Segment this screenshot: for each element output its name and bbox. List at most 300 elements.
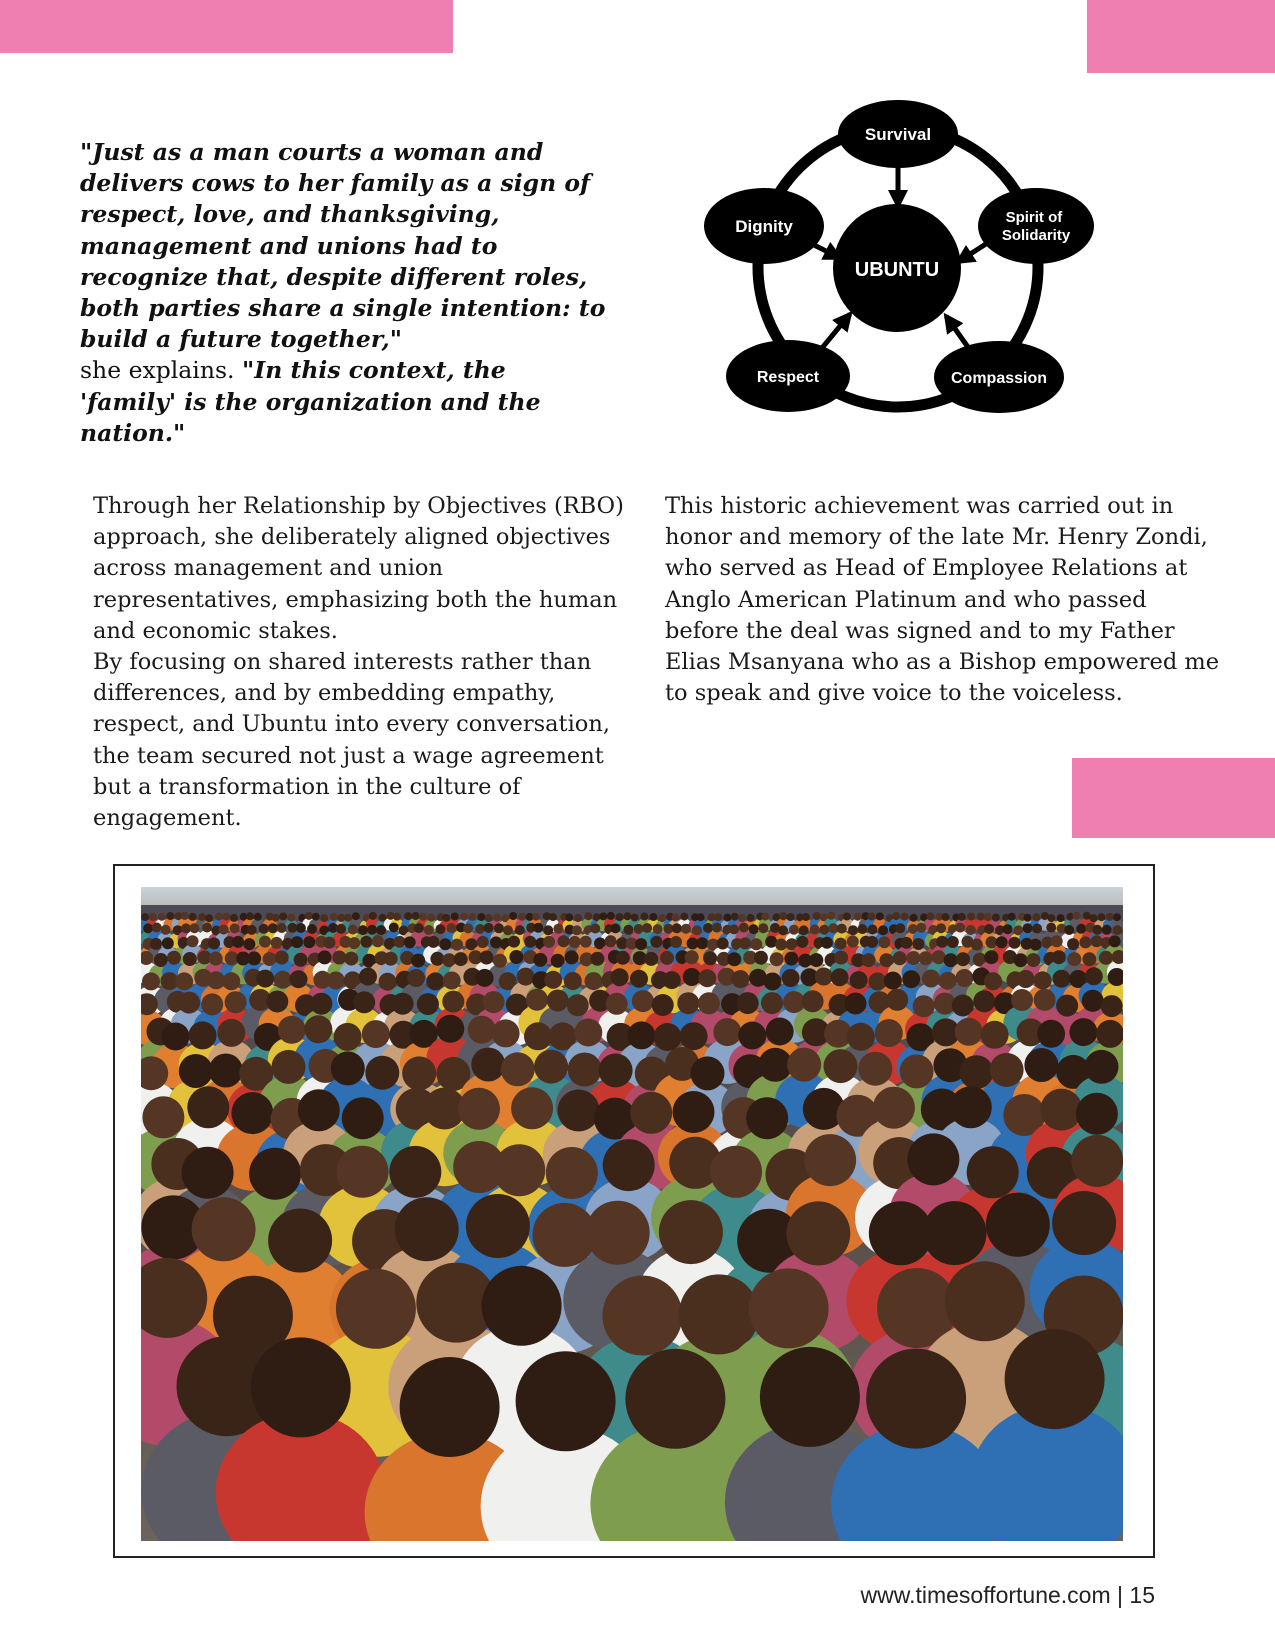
- crowd-person-head: [411, 954, 425, 968]
- crowd-person-head: [518, 913, 526, 921]
- crowd-person-head: [984, 913, 992, 921]
- crowd-person-head: [572, 925, 582, 935]
- crowd-person-head: [1034, 989, 1056, 1011]
- page-number: 15: [1129, 1582, 1155, 1608]
- crowd-person-head: [580, 936, 592, 948]
- crowd-person-head: [892, 912, 900, 920]
- crowd-person-head: [611, 923, 621, 933]
- crowd-person-head: [442, 991, 464, 1013]
- crowd-person-head: [625, 1349, 725, 1449]
- crowd-person-head: [259, 924, 269, 934]
- crowd-person-head: [713, 1018, 741, 1046]
- crowd-person-head: [215, 913, 223, 921]
- crowd-person-head: [443, 972, 461, 990]
- crowd-person-head: [606, 993, 628, 1015]
- article-right-paragraph-1: This historic achievement was carried out in honor and memory of the late Mr. Henry Zondi, who served as Head of Employee Relations at Anglo American Platinum and who passed before the deal was signed and to my Father Elias Msanyana who as a Bishop empowered me to speak and give voice to the voiceless.: [665, 493, 1220, 707]
- crowd-person-head: [574, 914, 582, 922]
- crowd-person-head: [402, 1056, 436, 1090]
- crowd-person-head: [824, 1049, 858, 1083]
- crowd-person-head: [986, 1193, 1050, 1257]
- crowd-person-head: [468, 1016, 496, 1044]
- crowd-person-head: [923, 1201, 987, 1265]
- crowd-person-head: [279, 912, 287, 920]
- crowd-person-head: [272, 1050, 306, 1084]
- crowd-person-head: [271, 937, 283, 949]
- crowd-person-head: [189, 913, 197, 921]
- crowd-person-head: [710, 1146, 762, 1198]
- crowd-person-head: [698, 992, 720, 1014]
- crowd-person-head: [624, 912, 632, 920]
- crowd-person-head: [565, 913, 573, 921]
- crowd-person-head: [222, 913, 230, 921]
- crowd-person-head: [442, 914, 450, 922]
- crowd-person-head: [703, 923, 713, 933]
- crowd-person-head: [251, 1337, 351, 1437]
- crowd-person-head: [208, 937, 220, 949]
- crowd-person-head: [649, 913, 657, 921]
- crowd-person-head: [747, 914, 755, 922]
- crowd-person-head: [359, 968, 377, 986]
- crowd-person-head: [1024, 1048, 1058, 1082]
- crowd-person-head: [1032, 924, 1042, 934]
- crowd-person-head: [509, 912, 517, 920]
- article-left-paragraph-2: By focusing on shared interests rather than differences, and by embedding empathy, respect, and Ubuntu into every conversation, the team secured not just a wage agreement but a transformation in the culture of engagement.: [93, 649, 610, 832]
- crowd-person-head: [1102, 925, 1112, 935]
- crowd-person-head: [419, 913, 427, 921]
- crowd-person-head: [944, 953, 958, 967]
- crowd-person-head: [1024, 914, 1032, 922]
- crowd-person-head: [324, 937, 336, 949]
- crowd-person-head: [327, 972, 345, 990]
- crowd-person-head: [209, 952, 223, 966]
- crowd-person-head: [404, 912, 412, 920]
- crowd-person-head: [1057, 914, 1065, 922]
- crowd-person-head: [611, 968, 629, 986]
- crowd-person-head: [201, 993, 223, 1015]
- crowd-person-head: [492, 1019, 520, 1047]
- crowd-person-head: [187, 935, 199, 947]
- crowd-person-head: [835, 938, 847, 950]
- crowd-person-head: [886, 989, 908, 1011]
- crowd-person-head: [901, 913, 909, 921]
- crowd-person-head: [659, 1200, 723, 1264]
- crowd-person-head: [971, 939, 983, 951]
- crowd-person-head: [875, 1019, 903, 1047]
- crowd-person-head: [632, 990, 654, 1012]
- crowd-person-head: [955, 923, 965, 933]
- article-column-left: [93, 491, 633, 834]
- crowd-person-head: [546, 1147, 598, 1199]
- crowd-person-head: [352, 912, 360, 920]
- crowd-person-head: [955, 1018, 983, 1046]
- crowd-person-head: [181, 912, 189, 920]
- crowd-person-head: [981, 1021, 1009, 1049]
- crowd-person-head: [558, 935, 570, 947]
- crowd-person-head: [182, 1147, 234, 1199]
- crowd-person-head: [1092, 925, 1102, 935]
- crowd-person-head: [1073, 912, 1081, 920]
- crowd-person-head: [854, 913, 862, 921]
- node-spirit-line-1: Spirit of: [1005, 209, 1063, 226]
- node-survival-label: Survival: [864, 125, 932, 144]
- crowd-person-head: [631, 914, 639, 922]
- crowd-person-head: [784, 952, 798, 966]
- crowd-person-head: [1034, 971, 1052, 989]
- crowd-person-head: [526, 989, 548, 1011]
- crowd-person-head: [878, 936, 890, 948]
- crowd-person-head: [590, 952, 604, 966]
- crowd-person-head: [1017, 970, 1035, 988]
- crowd-person-head: [303, 936, 315, 948]
- crowd-person-head: [427, 914, 435, 922]
- crowd-person-head: [277, 923, 287, 933]
- crowd-person-head: [990, 1053, 1024, 1087]
- crowd-person-head: [670, 936, 682, 948]
- crowd-person-head: [927, 912, 935, 920]
- crowd-person-head: [534, 1050, 568, 1084]
- crowd-person-head: [958, 913, 966, 921]
- crowd-person-head: [673, 1091, 715, 1133]
- crowd-person-head: [996, 936, 1008, 948]
- crowd-person-head: [712, 923, 722, 933]
- crowd-person-head: [1101, 995, 1123, 1017]
- crowd-person-head: [893, 951, 907, 965]
- crowd-person-head: [973, 990, 995, 1012]
- crowd-person-head: [809, 953, 823, 967]
- crowd-person-head: [910, 914, 918, 922]
- pink-accent-bar-middle-right: [1072, 758, 1275, 838]
- crowd-person-head: [947, 936, 959, 948]
- crowd-person-head: [192, 1197, 256, 1261]
- crowd-person-head: [789, 925, 799, 935]
- crowd-person-head: [231, 1092, 273, 1134]
- crowd-person-head: [312, 913, 320, 921]
- crowd-person-head: [334, 1023, 362, 1051]
- crowd-person-head: [738, 1022, 766, 1050]
- crowd-person-head: [703, 951, 717, 965]
- crowd-person-head: [305, 912, 313, 920]
- crowd-person-head: [640, 913, 648, 921]
- crowd-person-head: [1009, 937, 1021, 949]
- crowd-person-head: [697, 913, 705, 921]
- crowd-person-head: [1097, 913, 1105, 921]
- crowd-person-head: [483, 991, 505, 1013]
- crowd-person-head: [509, 950, 523, 964]
- crowd-person-head: [451, 913, 459, 921]
- crowd-person-head: [246, 912, 254, 920]
- crowd-person-head: [482, 1266, 562, 1346]
- crowd-person-head: [558, 1090, 600, 1132]
- crowd-person-head: [1064, 925, 1074, 935]
- crowd-person-head: [183, 952, 197, 966]
- crowd-person-head: [460, 913, 468, 921]
- crowd-person-head: [503, 925, 513, 935]
- crowd-person-head: [392, 993, 414, 1015]
- crowd-person-head: [737, 992, 759, 1014]
- crowd-person-head: [1014, 953, 1028, 967]
- crowd-person-head: [178, 992, 200, 1014]
- crowd-person-head: [1069, 1018, 1097, 1046]
- crowd-person-head: [1085, 1050, 1119, 1084]
- crowd-person-head: [731, 913, 739, 921]
- crowd-person-head: [549, 913, 557, 921]
- crowd-person-head: [142, 1096, 184, 1138]
- crowd-person-head: [739, 923, 749, 933]
- crowd-person-head: [739, 937, 751, 949]
- crowd-person-head: [342, 1097, 384, 1139]
- crowd-person-head: [837, 924, 847, 934]
- crowd-person-head: [274, 971, 292, 989]
- crowd-person-head: [796, 936, 808, 948]
- crowd-person-head: [337, 1146, 389, 1198]
- crowd-person-head: [1040, 1089, 1082, 1131]
- crowd-person-head: [912, 938, 924, 950]
- crowd-person-head: [568, 1053, 602, 1087]
- crowd-person-head: [945, 1261, 1025, 1341]
- crowd-person-head: [992, 914, 1000, 922]
- crowd-person-head: [501, 1052, 535, 1086]
- crowd-person-head: [336, 924, 346, 934]
- crowd-person-head: [584, 912, 592, 920]
- article-column-right: [665, 491, 1225, 709]
- crowd-person-head: [770, 952, 784, 966]
- crowd-person-head: [1106, 913, 1114, 921]
- crowd-person-head: [395, 1197, 459, 1261]
- crowd-person-head: [439, 938, 451, 950]
- crowd-person-head: [858, 1052, 892, 1086]
- crowd-person-head: [298, 1089, 340, 1131]
- crowd-person-head: [799, 925, 809, 935]
- crowd-person-head: [919, 951, 933, 965]
- crowd-person-head: [393, 913, 401, 921]
- crowd-person-head: [936, 936, 948, 948]
- crowd-person-head: [230, 923, 240, 933]
- crowd-person-head: [337, 914, 345, 922]
- footer-url[interactable]: www.timesoffortune.com: [860, 1582, 1111, 1608]
- crowd-person-head: [290, 970, 308, 988]
- crowd-person-head: [585, 972, 603, 990]
- crowd-person-head: [547, 990, 569, 1012]
- crowd-person-head: [466, 1194, 530, 1258]
- crowd-person-head: [532, 913, 540, 921]
- crowd-person-head: [565, 950, 579, 964]
- crowd-person-head: [821, 937, 833, 949]
- crowd-person-head: [635, 938, 647, 950]
- crowd-person-head: [786, 1201, 850, 1265]
- crowd-person-head: [348, 937, 360, 949]
- crowd-person-head: [149, 913, 157, 921]
- crowd-person-head: [365, 1056, 399, 1090]
- crowd-person-head: [782, 969, 800, 987]
- node-spirit-label: [1002, 209, 1071, 244]
- crowd-person-head: [787, 1048, 821, 1082]
- crowd-person-head: [543, 925, 553, 935]
- crowd-person-head: [205, 914, 213, 922]
- crowd-person-head: [198, 913, 206, 921]
- crowd-person-head: [332, 951, 346, 965]
- crowd-person-head: [278, 1016, 306, 1044]
- crowd-person-head: [511, 1087, 553, 1129]
- crowd-person-head: [680, 1022, 708, 1050]
- crowd-person-head: [677, 992, 699, 1014]
- crowd-person-head: [766, 1018, 794, 1046]
- page-footer: [861, 1582, 1155, 1609]
- crowd-person-head: [866, 1349, 966, 1449]
- crowd-person-head: [430, 952, 444, 966]
- crowd-person-head: [1030, 939, 1042, 951]
- quote-part-2: "In this context, the 'family' is the organization and the nation.": [80, 356, 541, 447]
- crowd-person-head: [1096, 1020, 1123, 1048]
- node-spirit-line-2: Solidarity: [1001, 227, 1071, 244]
- crowd-person-head: [616, 913, 624, 921]
- crowd-person-head: [232, 936, 244, 948]
- quote-part-1: "Just as a man courts a woman and delivers cows to her family as a sign of respect, love, and thanksgiving, management and unions had to recognize that, despite different roles, both parties share a single intention: to build a future together,": [80, 138, 606, 354]
- crowd-person-head: [1047, 914, 1055, 922]
- crowd-person-head: [344, 952, 358, 966]
- crowd-person-head: [152, 923, 162, 933]
- crowd-person-head: [1005, 1329, 1105, 1429]
- crowd-person-head: [268, 923, 278, 933]
- crowd-person-head: [189, 1021, 217, 1049]
- crowd-person-head: [714, 913, 722, 921]
- crowd-person-head: [727, 952, 741, 966]
- crowd-person-head: [630, 970, 648, 988]
- crowd-person-head: [389, 1146, 441, 1198]
- crowd-person-head: [296, 923, 306, 933]
- crowd-person-head: [400, 1357, 500, 1457]
- crowd-person-head: [417, 993, 439, 1015]
- crowd-person-head: [247, 925, 257, 935]
- crowd-person-head: [760, 1347, 860, 1447]
- article-left-paragraph-1: Through her Relationship by Objectives (RBO) approach, she deliberately aligned objectives across management and union representatives, emphasizing both the human and economic stakes.: [93, 493, 624, 644]
- crowd-person-head: [603, 1139, 655, 1191]
- crowd-person-head: [866, 936, 878, 948]
- crowd-person-head: [166, 912, 174, 920]
- crowd-person-head: [142, 972, 160, 990]
- crowd-person-head: [848, 925, 858, 935]
- crowd-person-head: [179, 1054, 213, 1088]
- crowd-person-head: [652, 994, 674, 1016]
- crowd-person-head: [607, 912, 615, 920]
- crowd-person-head: [493, 914, 501, 922]
- crowd-person-head: [680, 913, 688, 921]
- crowd-photo: [141, 887, 1123, 1541]
- crowd-person-head: [477, 913, 485, 921]
- crowd-person-head: [602, 1276, 682, 1356]
- crowd-person-head: [533, 923, 543, 933]
- pink-accent-bar-top-right: [1087, 0, 1275, 73]
- crowd-person-head: [141, 913, 149, 921]
- crowd-person-head: [436, 1015, 464, 1043]
- crowd-person-head: [1099, 951, 1113, 965]
- crowd-person-head: [543, 936, 555, 948]
- crowd-person-head: [834, 951, 848, 965]
- crowd-person-head: [1023, 923, 1033, 933]
- crowd-person-head: [310, 993, 332, 1015]
- crowd-person-head: [1003, 924, 1013, 934]
- crowd-person-head: [850, 971, 868, 989]
- node-respect-label: Respect: [756, 369, 820, 386]
- crowd-person-head: [175, 972, 193, 990]
- crowd-person-head: [1067, 952, 1081, 966]
- arrow-compassion: [946, 316, 970, 350]
- crowd-person-head: [907, 1133, 959, 1185]
- crowd-person-head: [230, 914, 238, 922]
- crowd-person-head: [1079, 936, 1091, 948]
- crowd-person-head: [1053, 970, 1071, 988]
- crowd-person-head: [1046, 923, 1056, 933]
- crowd-person-head: [304, 1015, 332, 1043]
- node-spirit-of-solidarity: [978, 188, 1094, 264]
- crowd-person-head: [754, 951, 768, 965]
- crowd-person-head: [485, 914, 493, 922]
- crowd-person-head: [672, 914, 680, 922]
- crowd-person-head: [379, 973, 397, 991]
- crowd-person-head: [569, 936, 581, 948]
- crowd-person-head: [847, 936, 859, 948]
- crowd-person-head: [966, 925, 976, 935]
- crowd-person-head: [959, 1055, 993, 1089]
- crowd-person-head: [984, 972, 1002, 990]
- crowd-person-head: [802, 913, 810, 921]
- crowd-person-head: [167, 951, 181, 965]
- crowd-person-head: [493, 954, 507, 968]
- crowd-person-head: [1082, 990, 1104, 1012]
- crowd-person-head: [348, 925, 358, 935]
- crowd-person-head: [490, 936, 502, 948]
- crowd-person-head: [630, 1092, 672, 1134]
- crowd-person-head: [884, 972, 902, 990]
- crowd-person-head: [158, 913, 166, 921]
- crowd-person-head: [454, 952, 468, 966]
- crowd-person-head: [936, 923, 946, 933]
- crowd-person-head: [1011, 989, 1033, 1011]
- crowd-person-head: [336, 1269, 416, 1349]
- crowd-person-head: [623, 925, 633, 935]
- crowd-person-head: [654, 1023, 682, 1051]
- crowd-person-head: [553, 924, 563, 934]
- crowd-person-head: [353, 991, 375, 1013]
- crowd-person-head: [480, 951, 494, 965]
- crowd-person-head: [831, 968, 849, 986]
- crowd-person-head: [967, 913, 975, 921]
- crowd-person-head: [451, 939, 463, 951]
- crowd-person-head: [181, 923, 191, 933]
- crowd-person-head: [484, 923, 494, 933]
- crowd-person-head: [287, 923, 297, 933]
- crowd-person-head: [813, 912, 821, 920]
- crowd-person-head: [847, 1023, 875, 1051]
- crowd-person-head: [827, 912, 835, 920]
- crowd-person-head: [564, 972, 582, 990]
- crowd-person-head: [1090, 914, 1098, 922]
- crowd-person-head: [222, 972, 240, 990]
- crowd-person-head: [369, 912, 377, 920]
- crowd-person-head: [651, 936, 663, 948]
- crowd-person-head: [658, 914, 666, 922]
- crowd-person-head: [660, 951, 674, 965]
- pink-accent-bar-top-left: [0, 0, 453, 53]
- crowd-person-head: [404, 936, 416, 948]
- crowd-person-head: [435, 924, 445, 934]
- crowd-person-head: [644, 952, 658, 966]
- crowd-person-head: [1112, 925, 1122, 935]
- crowd-person-head: [275, 951, 289, 965]
- crowd-person-head: [750, 938, 762, 950]
- crowd-person-head: [1067, 938, 1079, 950]
- node-compassion-label: Compassion: [950, 370, 1048, 387]
- crowd-person-head: [942, 913, 950, 921]
